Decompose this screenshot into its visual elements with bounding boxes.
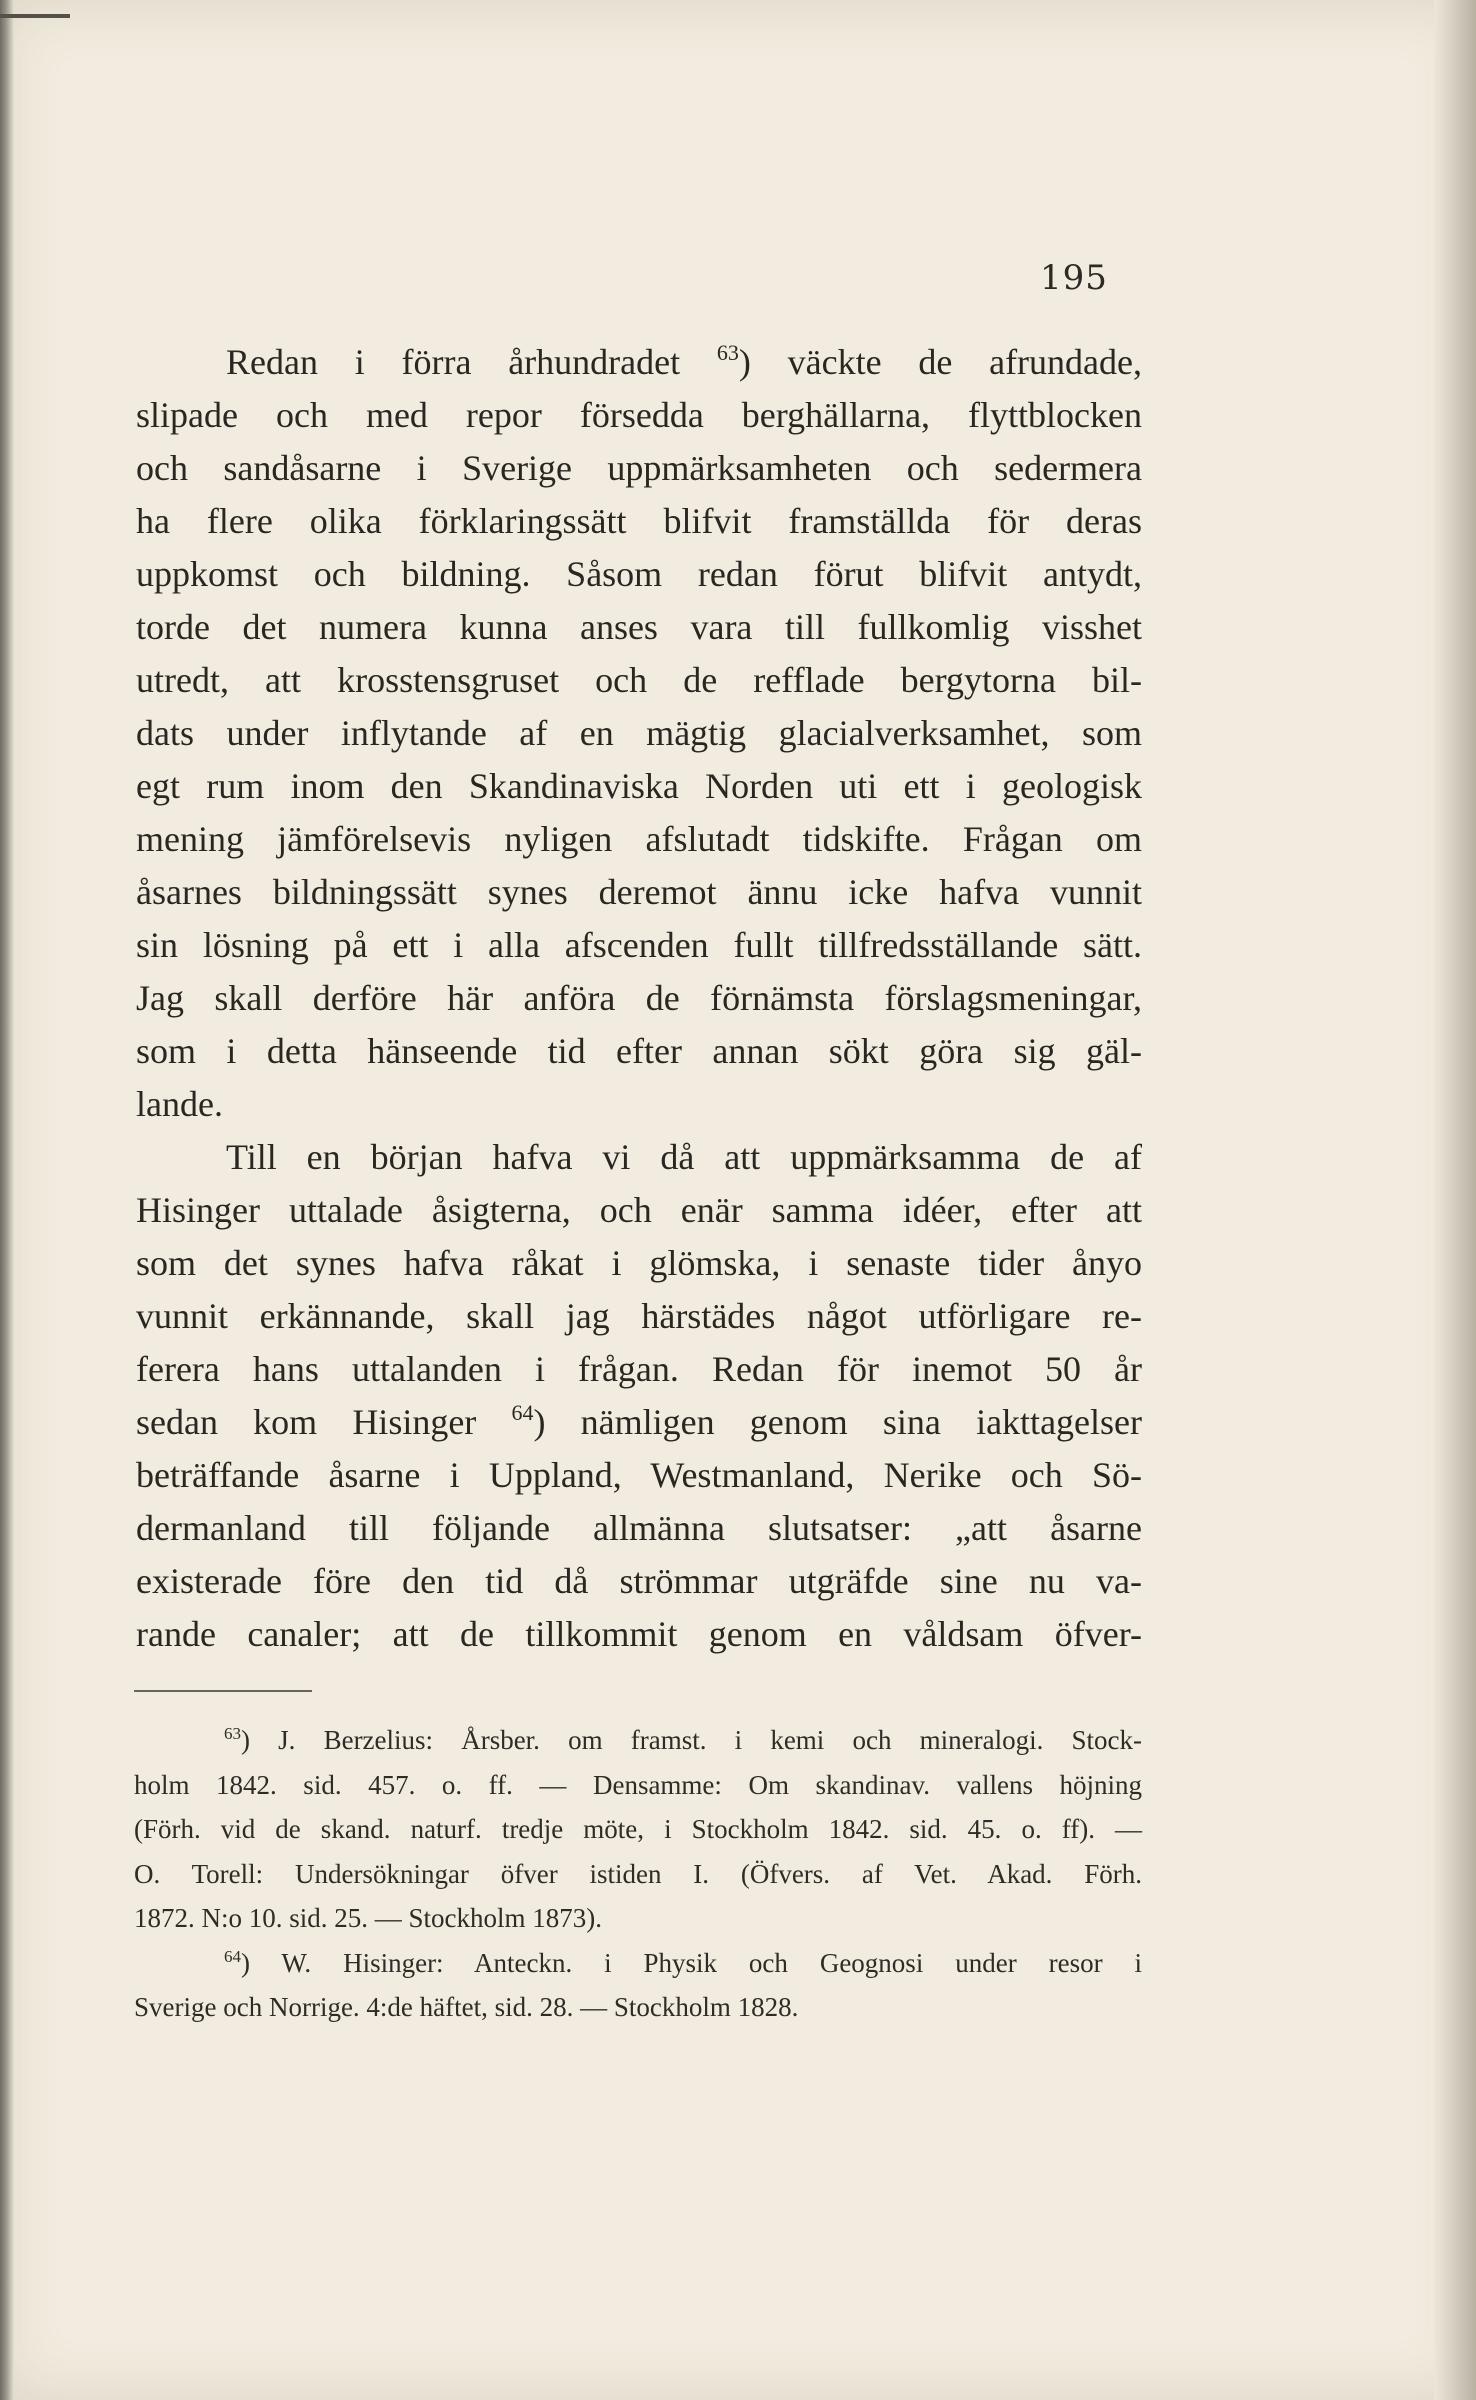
text-line: lande. — [136, 1084, 223, 1124]
footnote-divider — [134, 1690, 312, 1692]
text-line: slipade och med repor försedda berghällarna, flyttblocken — [136, 395, 1142, 435]
text-line: torde det numera kunna anses vara till fullkomlig visshet — [136, 607, 1142, 647]
text-line: rande canaler; att de tillkommit genom en våldsam öfver- — [136, 1614, 1142, 1654]
text-line: sedan kom Hisinger $^{64}$) nämligen genom sina iakttagelser — [136, 1400, 1142, 1442]
text-line: mening jämförelsevis nyligen afslutadt tidskifte. Frågan om — [136, 819, 1142, 859]
text-line: existerade före den tid då strömmar utgräfde sine nu va- — [136, 1561, 1142, 1601]
text-line: och sandåsarne i Sverige uppmärksamheten och sedermera — [136, 448, 1142, 488]
footnote-line: Sverige och Norrige. 4:de häftet, sid. 28. — Stockholm 1828. — [134, 1992, 799, 2022]
top-edge-mark — [0, 14, 70, 18]
text-line: sin lösning på ett i alla afscenden fullt tillfredsställande sätt. — [136, 925, 1142, 965]
page-right-edge — [1434, 0, 1476, 2400]
footnote-line: O. Torell: Undersökningar öfver istiden I. (Öfvers. af Vet. Akad. Förh. — [134, 1858, 1142, 1889]
paragraph-2 — [136, 1131, 1142, 1661]
text-line: som det synes hafva råkat i glömska, i senaste tider ånyo — [136, 1243, 1142, 1283]
paragraph-1 — [136, 336, 1142, 1131]
body-text — [136, 336, 1142, 1661]
footnote-line: 1872. N:o 10. sid. 25. — Stockholm 1873). — [134, 1903, 603, 1933]
text-line: Till en början hafva vi då att uppmärksamma de af — [226, 1137, 1142, 1177]
text-line: egt rum inom den Skandinaviska Norden uti ett i geologisk — [136, 766, 1142, 806]
text-line: åsarnes bildningssätt synes deremot ännu icke hafva vunnit — [136, 872, 1142, 912]
footnote-63 — [134, 1718, 1142, 1941]
text-line: beträffande åsarne i Uppland, Westmanland, Nerike och Sö- — [136, 1455, 1142, 1495]
text-line: dats under inflytande af en mägtig glacialverksamhet, som — [136, 713, 1142, 753]
text-line: Jag skall derföre här anföra de förnämsta förslagsmeningar, — [136, 978, 1142, 1018]
footnote-64 — [134, 1941, 1142, 2030]
footnote-line: $^{63}$) J. Berzelius: Årsber. om framst. i kemi och mineralogi. Stock- — [224, 1724, 1142, 1755]
text-line: uppkomst och bildning. Såsom redan förut blifvit antydt, — [136, 554, 1142, 594]
footnote-line: holm 1842. sid. 457. o. ff. — Densamme: Om skandinav. vallens höjning — [134, 1769, 1142, 1800]
footnote-line: (Förh. vid de skand. naturf. tredje möte, i Stockholm 1842. sid. 45. o. ff). — — [134, 1814, 1142, 1844]
text-line: ha flere olika förklaringssätt blifvit framställda för deras — [136, 501, 1142, 541]
footnote-ref[interactable]: 63 — [716, 340, 739, 365]
footnote-line: $^{64}$) W. Hisinger: Anteckn. i Physik och Geognosi under resor i — [224, 1946, 1142, 1978]
footnote-ref[interactable]: 64 — [511, 1400, 534, 1425]
text-line: dermanland till följande allmänna slutsatser: „att åsarne — [136, 1508, 1142, 1548]
text-line: vunnit erkännande, skall jag härstädes något utförligare re- — [136, 1296, 1142, 1336]
text-line: ferera hans uttalanden i frågan. Redan för inemot 50 år — [136, 1349, 1142, 1389]
text-line: Redan i förra århundradet $^{63}$) väckte de afrundade, — [226, 340, 1142, 382]
text-line: utredt, att krosstensgruset och de refflade bergytorna bil- — [136, 660, 1142, 700]
page-left-edge — [0, 0, 14, 2400]
text-line: Hisinger uttalade åsigterna, och enär samma idéer, efter att — [136, 1190, 1142, 1230]
footnotes — [134, 1718, 1142, 2030]
footnote-marker: 64 — [224, 1946, 241, 1966]
text-line: som i detta hänseende tid efter annan sökt göra sig gäl- — [136, 1031, 1142, 1071]
footnote-marker: 63 — [224, 1724, 241, 1743]
page-number: 195 — [1040, 258, 1108, 298]
